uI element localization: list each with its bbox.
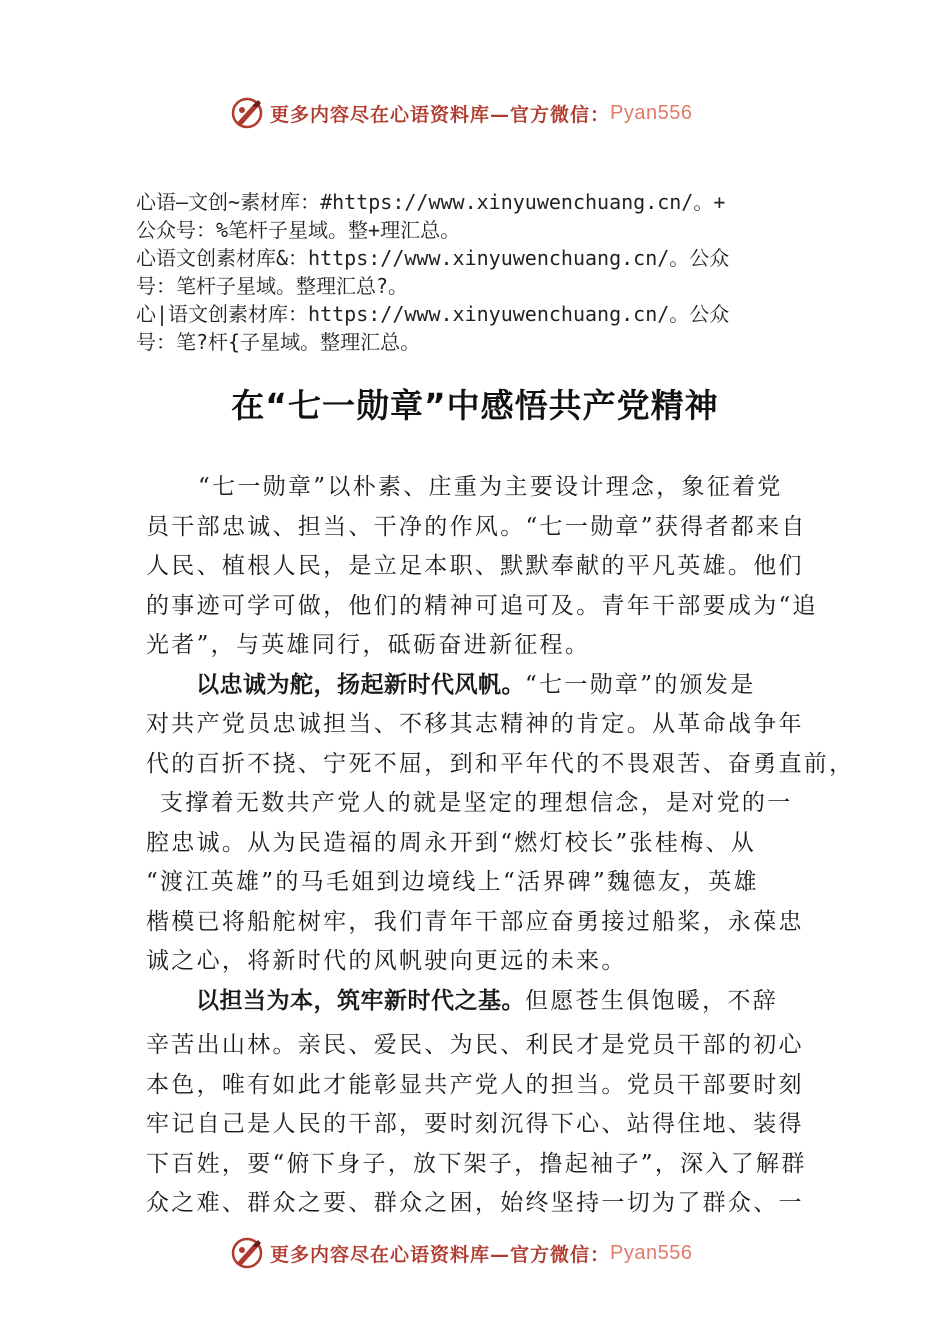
banner-text: 更多内容尽在心语资料库—官方微信： [270, 1243, 611, 1266]
body-line: 本色，唯有如此才能彰显共产党人的担当。党员干部要时刻 [146, 1072, 804, 1098]
source-notes [136, 188, 826, 356]
body-line: 众之难、群众之要、群众之困，始终坚持一切为了群众、一 [146, 1190, 804, 1216]
body-line: 员干部忠诚、担当、干净的作风。“七一勋章”获得者都来自 [146, 514, 807, 540]
body-line: “七一勋章”以朴素、庄重为主要设计理念，象征着党 [198, 474, 783, 500]
section-heading-line: 以担当为本，筑牢新时代之基。但愿苍生俱饱暖，不辞 [196, 988, 778, 1014]
header-banner [230, 96, 692, 130]
source-note-line: 心|语文创素材库：https://www.xinyuwenchuang.cn/。公众 [136, 302, 730, 326]
source-note-line: 号：笔杆子星域。整理汇总?。 [136, 274, 409, 298]
body-line: “渡江英雄”的马毛姐到边境线上“活界碑”魏德友，英雄 [146, 869, 759, 895]
body-line: 辛苦出山林。亲民、爱民、为民、利民才是党员干部的初心 [146, 1032, 804, 1058]
body-line: 的事迹可学可做，他们的精神可追可及。青年干部要成为“追 [146, 593, 818, 619]
banner-text: 更多内容尽在心语资料库—官方微信： [270, 103, 611, 126]
footer-banner [230, 1236, 692, 1270]
article-title: 在“七一勋章”中感悟共产党精神 [231, 386, 719, 425]
pen-logo-icon [230, 1236, 266, 1270]
section-heading-responsibility: 以担当为本，筑牢新时代之基。 [196, 988, 525, 1014]
section-heading-loyalty: 以忠诚为舵，扬起新时代风帆。 [196, 672, 525, 698]
body-line: 腔忠诚。从为民造福的周永开到“燃灯校长”张桂梅、从 [146, 830, 757, 856]
source-note-line: 号：笔?杆{子星域。整理汇总。 [136, 330, 421, 354]
body-line: 对共产党员忠诚担当、不移其志精神的肯定。从革命战争年 [146, 711, 804, 737]
body-line: 楷模已将船舵树牢，我们青年干部应奋勇接过船桨，永葆忠 [146, 909, 804, 935]
source-note-line: 公众号：%笔杆子星域。整+理汇总。 [136, 218, 461, 242]
pen-logo-icon [230, 96, 266, 130]
body-line: 光者”，与英雄同行，砥砺奋进新征程。 [146, 632, 591, 658]
body-line: 代的百折不挠、宁死不屈，到和平年代的不畏艰苦、奋勇直前， [146, 751, 855, 777]
banner-wechat-id: Pyan556 [610, 1241, 693, 1264]
source-note-line: 心语文创素材库&：https://www.xinyuwenchuang.cn/。公众 [136, 246, 730, 270]
body-line: 支撑着无数共产党人的就是坚定的理想信念，是对党的一 [160, 790, 793, 816]
section-heading-line: 以忠诚为舵，扬起新时代风帆。“七一勋章”的颁发是 [196, 672, 756, 698]
source-note-line: 心语—文创~素材库：#https://www.xinyuwenchuang.cn/。+ [136, 190, 726, 214]
body-line: 人民、植根人民，是立足本职、默默奉献的平凡英雄。他们 [146, 553, 804, 579]
body-line: 牢记自己是人民的干部，要时刻沉得下心、站得住地、装得 [146, 1111, 804, 1137]
body-line: 诚之心，将新时代的风帆驶向更远的未来。 [146, 948, 627, 974]
body-line: 下百姓，要“俯下身子，放下架子，撸起袖子”，深入了解群 [146, 1151, 807, 1177]
banner-wechat-id: Pyan556 [610, 101, 693, 124]
